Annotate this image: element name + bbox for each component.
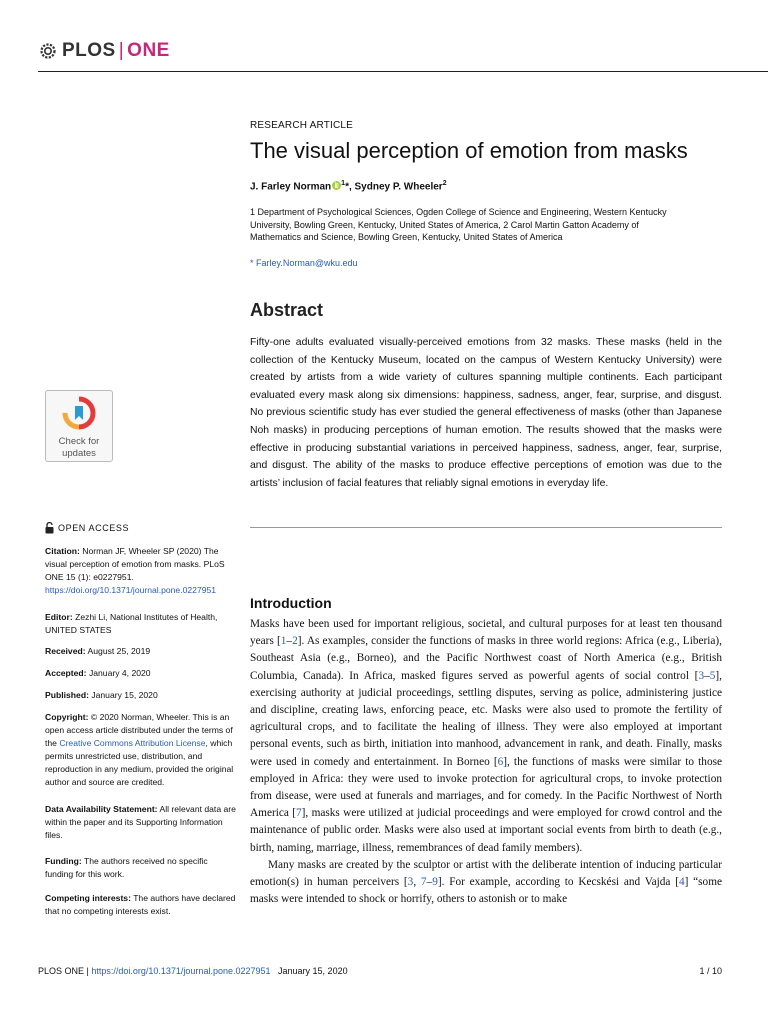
funding-text: The authors received no specific funding for this work. (45, 856, 208, 879)
ref-link[interactable]: 3 (407, 876, 414, 889)
orcid-icon[interactable] (332, 181, 341, 190)
editor-block (45, 611, 237, 637)
affiliations: 1 Department of Psychological Sciences, Ogden College of Science and Engineering, Western Kentucky University, Bowling Green, Kentucky, United States of America, 2 Carol Martin Gatton Academy of Mathematics and Science, Bowling Green, Kentucky, United States of America (250, 207, 667, 242)
abstract-divider (250, 527, 722, 528)
ref-link[interactable]: 3 (698, 669, 705, 682)
intro-paragraph-1: Masks have been used for important religious, societal, and cultural purposes for at least ten thousand years [1–2]. As examples, consider the functions of masks in three world regions: Africa (e.g., Liberia), Southeast Asia (e.g., Borneo), and the Pacific Northwest coast of North America (e.g., British Columbia, Canada). In Africa, masked figures served as powerful agents of social control [3–5], exercising authority at judicial proceedings, settling disputes, serving as police, administering justice and discipline, creating laws, enforcing peace, etc. Masks were also used to promote the fertility of agricultural crops, and to facilitate the healing of illness. They were also employed at important personal events, such as birth, initiation into manhood, advancement in rank, and death. Finally, masks were used in comedy and entertainment. In Borneo [6], the functions of masks were similar to those employed in Africa: they were used to invoke protection for agricultural crops, to invoke protection from disease, were used at funerals and marriages, and for comedy. In the Pacific Northwest of North America [7], masks were utilized at judicial proceedings and were employed for crowd control and the maintenance of public order. Masks were also used at important social events from birth to death (e.g., birth, naming, marriage, illness, remembrances of dead family members). (250, 618, 723, 854)
footer-separator: | (84, 966, 92, 976)
ref-link[interactable]: 1 (280, 635, 287, 648)
plos-gear-icon (38, 41, 58, 61)
abstract-text: Fifty-one adults evaluated visually-perceived emotions from 32 masks. These masks (held in the collection of the Kentucky Museum, located on the campus of Western Kentucky University) were created by artists from a wide variety of cultures spanning multiple continents. Each participant evaluated every mask along six dimensions: happiness, sadness, anger, fear, surprise, and disgust. No previous scientific study has ever studied the general effectiveness of masks (other than Japanese Noh masks) in producing perceptions of human emotion. The results showed that the masks were effective in producing substantial variations in perceived happiness, sadness, anger, fear, surprise, and disgust. The ability of the masks to produce effective perceptions of emotion was due to the artists’ inclusion of facial features that reliably signal emotions in everyday life. (250, 337, 722, 489)
plos-one-logo[interactable] (38, 40, 170, 62)
editor-label: Editor: (45, 612, 73, 622)
accepted-block (45, 667, 237, 680)
badge-label-2: updates (62, 448, 96, 459)
abstract-heading: Abstract (250, 300, 324, 320)
data-availability-text: All relevant data are within the paper and its Supporting Information files. (45, 804, 236, 840)
competing-interests-block (45, 892, 237, 918)
ref-link[interactable]: 4 (678, 876, 685, 889)
introduction-heading: Introduction (250, 595, 332, 611)
author-norman[interactable]: J. Farley Norman (250, 181, 332, 193)
data-availability-block (45, 803, 237, 842)
logo-one: ONE (127, 40, 170, 61)
check-updates-icon (62, 396, 96, 430)
received-text: August 25, 2019 (87, 646, 151, 656)
page-footer (38, 966, 722, 976)
accepted-text: January 4, 2020 (88, 668, 151, 678)
competing-label: Competing interests: (45, 893, 131, 903)
author-sup-1: 1 (341, 180, 346, 187)
received-block (45, 645, 237, 658)
page-number: 1 / 10 (699, 966, 722, 976)
citation-doi-link[interactable]: https://doi.org/10.1371/journal.pone.0227951 (45, 585, 217, 595)
author-sup-2: 2 (442, 180, 447, 187)
ref-link[interactable]: 9 (432, 876, 438, 889)
ref-link[interactable]: 2 (292, 635, 298, 648)
published-block (45, 689, 237, 702)
intro-paragraph-2: Many masks are created by the sculptor or artist with the deliberate intention of inducing particular emotion(s) in human perceivers [3, 7–9]. For example, according to Kecskési and Vajda [4] “some masks were intended to shock or horrify, others to astonish or to make (250, 858, 722, 906)
check-for-updates-badge[interactable] (45, 390, 113, 462)
published-text: January 15, 2020 (91, 690, 158, 700)
copyright-text-2: , which permits unrestricted use, distribution, and reproduction in any medium, provided the original author and source are credited. (45, 738, 234, 787)
copyright-label: Copyright: (45, 712, 89, 722)
article-type: RESEARCH ARTICLE (250, 120, 354, 131)
citation-label: Citation: (45, 546, 80, 556)
funding-block (45, 855, 237, 881)
corresponding-email[interactable]: * Farley.Norman@wku.edu (250, 258, 358, 268)
open-lock-icon (45, 522, 54, 534)
logo-plos: PLOS (62, 40, 116, 61)
badge-label-1: Check for (58, 436, 100, 447)
citation-text: Norman JF, Wheeler SP (2020) The visual perception of emotion from masks. PLoS ONE 15 (1): e0227951. (45, 546, 225, 582)
ref-link[interactable]: 7 (296, 807, 302, 820)
logo-separator: | (118, 40, 125, 61)
footer-doi-link[interactable]: https://doi.org/10.1371/journal.pone.0227951 (91, 966, 271, 976)
copyright-block (45, 711, 237, 789)
introduction-body (250, 616, 722, 908)
cc-license-link[interactable]: Creative Commons Attribution License (59, 738, 206, 748)
competing-text: The authors have declared that no competing interests exist. (45, 893, 236, 916)
footer-date: January 15, 2020 (278, 966, 348, 976)
ref-link[interactable]: 6 (497, 755, 504, 768)
citation-block (45, 545, 237, 597)
data-availability-label: Data Availability Statement: (45, 804, 158, 814)
published-label: Published: (45, 690, 89, 700)
open-access-label (45, 522, 129, 534)
author-wheeler: *, Sydney P. Wheeler (345, 181, 443, 193)
ref-link[interactable]: 5 (709, 669, 716, 682)
accepted-label: Accepted: (45, 668, 87, 678)
copyright-text: © 2020 Norman, Wheeler. This is an open access article distributed under the terms of the (45, 712, 233, 748)
footer-journal: PLOS ONE (38, 966, 85, 976)
open-access-text: OPEN ACCESS (58, 523, 130, 533)
article-title: The visual perception of emotion from masks (250, 138, 688, 163)
page-header (38, 38, 768, 72)
funding-label: Funding: (45, 856, 82, 866)
footer-citation (38, 966, 348, 976)
received-label: Received: (45, 646, 86, 656)
ref-link[interactable]: 7 (420, 876, 427, 889)
author-list (250, 180, 447, 192)
editor-text: Zezhi Li, National Institutes of Health, UNITED STATES (45, 612, 218, 635)
